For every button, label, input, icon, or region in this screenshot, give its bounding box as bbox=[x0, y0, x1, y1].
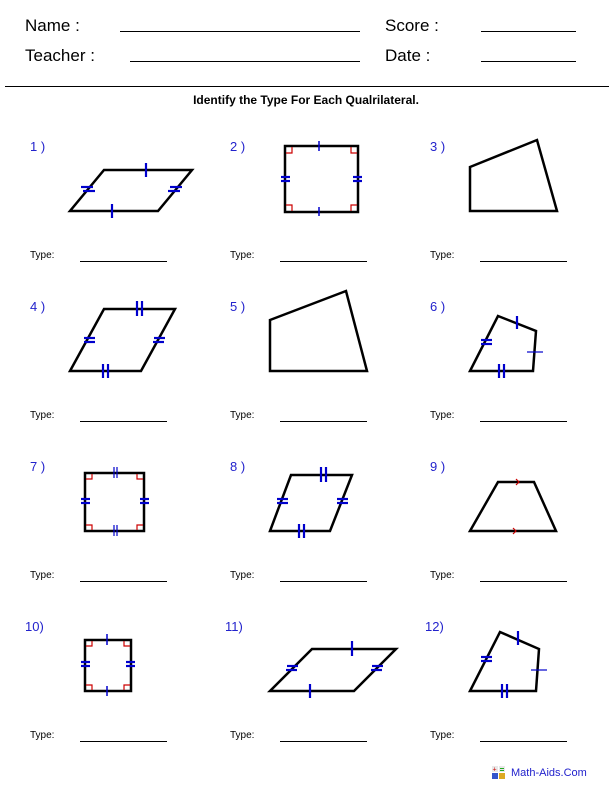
problem-number: 2 ) bbox=[230, 139, 246, 154]
problem-number: 6 ) bbox=[430, 299, 446, 314]
type-label: Type: bbox=[430, 410, 455, 421]
instructions: Identify the Type For Each Qualrilateral. bbox=[193, 93, 419, 107]
type-label: Type: bbox=[430, 570, 455, 581]
problem-number: 7 ) bbox=[30, 459, 46, 474]
type-label: Type: bbox=[430, 730, 455, 741]
problem-number: 9 ) bbox=[430, 459, 446, 474]
type-label: Type: bbox=[30, 250, 55, 261]
type-label: Type: bbox=[230, 570, 255, 581]
type-label: Type: bbox=[30, 730, 55, 741]
teacher-label: Teacher : bbox=[25, 46, 95, 65]
quadrilateral-3 bbox=[470, 140, 557, 211]
type-label: Type: bbox=[230, 730, 255, 741]
quadrilateral-12 bbox=[470, 632, 539, 691]
type-label: Type: bbox=[230, 410, 255, 421]
quadrilateral-10 bbox=[85, 640, 131, 691]
name-label: Name : bbox=[25, 16, 80, 35]
svg-text:+: + bbox=[492, 766, 497, 774]
problem-number: 8 ) bbox=[230, 459, 246, 474]
problem-number: 1 ) bbox=[30, 139, 46, 154]
problem-number: 12) bbox=[425, 619, 444, 634]
congruence-tick-marks bbox=[81, 141, 547, 698]
problem-number: 5 ) bbox=[230, 299, 246, 314]
quadrilateral-7 bbox=[85, 473, 144, 531]
type-label: Type: bbox=[230, 250, 255, 261]
quadrilateral-6 bbox=[470, 316, 536, 371]
problem-number: 4 ) bbox=[30, 299, 46, 314]
quadrilateral-5 bbox=[270, 291, 367, 371]
type-label: Type: bbox=[430, 250, 455, 261]
quadrilateral-9 bbox=[470, 482, 556, 531]
score-label: Score : bbox=[385, 16, 439, 35]
right-angle-markers bbox=[86, 147, 519, 690]
brand-text: Math-Aids.Com bbox=[511, 767, 587, 779]
problem-number: 11) bbox=[225, 619, 243, 634]
problem-number: 3 ) bbox=[430, 139, 446, 154]
math-aids-logo[interactable] bbox=[492, 766, 587, 780]
type-label: Type: bbox=[30, 570, 55, 581]
type-label: Type: bbox=[30, 410, 55, 421]
problem-number: 10) bbox=[25, 619, 44, 634]
quadrilateral-4 bbox=[70, 309, 175, 371]
math-aids-icon bbox=[492, 766, 506, 780]
quadrilateral-2 bbox=[285, 146, 358, 212]
date-label: Date : bbox=[385, 46, 431, 65]
